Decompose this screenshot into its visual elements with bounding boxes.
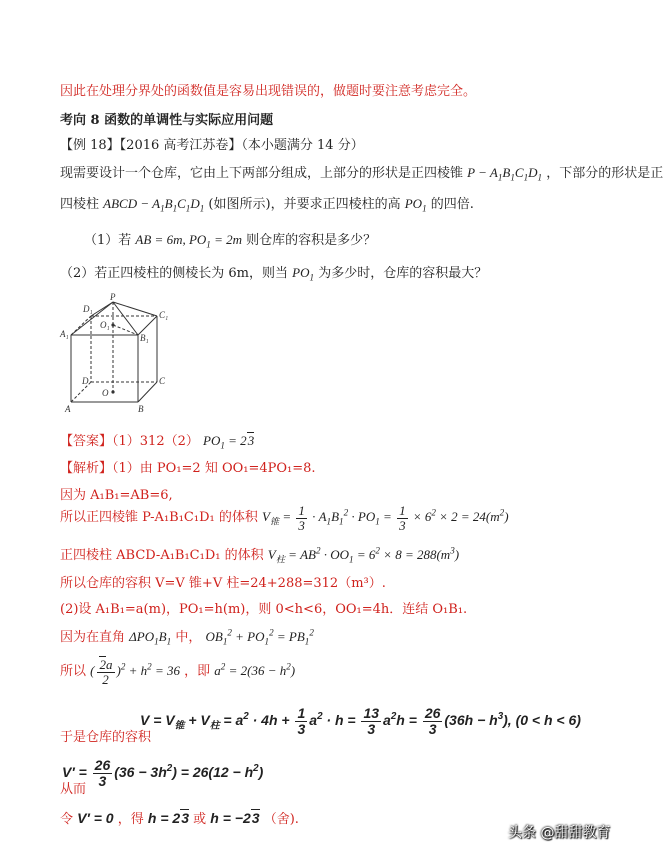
label-d: D (82, 376, 89, 386)
pythagoras-formula: $OB_1^2 + PO_1^2 = PB_1^2$ (205, 627, 314, 647)
analysis-line-7 (60, 626, 314, 647)
po1-symbol: $PO_1$ (404, 196, 427, 214)
question-1 (84, 229, 376, 250)
root-positive: h = 23 (147, 810, 189, 826)
label-d1: D₁ (83, 304, 93, 314)
analysis-line-11-mid1: ，得 (117, 812, 144, 827)
problem-line-1-text: 现需要设计一个仓库，它由上下两部分组成，上部分的形状是正四棱锥 (60, 166, 464, 181)
question-1-end: 则仓库的容积是多少？ (246, 233, 377, 248)
section-heading: 考向 8 函数的单调性与实际应用问题 (60, 113, 274, 128)
derivative-zero: V′ = 0 (77, 810, 114, 826)
analysis-line-2: 因为 A₁B₁=AB=6, (60, 488, 173, 503)
equation-a-h: ( $\frac{2a}{2}$ )$^2 + h^2 = 36$ (90, 657, 180, 687)
volume-function-formula: $V = V_锥 + V_柱 = a^2 \cdot 4h$ + $\frac{1}{3}$ $a^2 \cdot h$ = $\frac{13}{3}$ $a^2h$ = $\frac{26}{3}$ $(36h - h^3)$, (0 < h < 6) (140, 705, 581, 737)
label-a: A (65, 404, 71, 414)
triangle-symbol: $\Delta PO_1B_1$ (129, 629, 172, 647)
problem-line-2-mid: (如图所示)，并要求正四棱柱的高 (208, 197, 401, 212)
prism-symbol: ABCD − $A_1B_1C_1D_1$ (103, 196, 205, 214)
label-c1: C₁ (159, 310, 169, 320)
note-line: 因此在处理分界处的函数值是容易出现错误的，做题时要注意考虑完全。 (60, 84, 477, 99)
answer-tag: 【答案】 (60, 434, 113, 449)
analysis-tag: 【解析】 (60, 461, 113, 476)
analysis-line-11-pre: 令 (60, 812, 74, 827)
analysis-line-9: 于是仓库的容积 (60, 730, 152, 745)
label-o1: O₁ (100, 320, 110, 330)
label-o: O (102, 388, 109, 398)
answer-line (60, 430, 254, 451)
analysis-line-1-text: （1）由 PO₁=2 知 OO₁=4PO₁=8. (112, 461, 316, 476)
analysis-line-11-end: （舍). (263, 812, 299, 827)
analysis-line-4 (60, 544, 459, 566)
label-p: P (110, 292, 116, 302)
answer-expression: $PO_1 = 23$ (203, 433, 255, 451)
analysis-line-3 (60, 504, 509, 532)
question-1-text: （1）若 (84, 233, 132, 248)
pyramid-volume-formula: $V_锥$ = $\frac{1}{3}$ · $A_1B_1^2 \cdot PO_1$ = $\frac{1}{3}$ × $6^2 \times 2 = 24(m^2)$ (262, 503, 509, 533)
problem-line-2-text: 四棱柱 (60, 197, 100, 212)
analysis-line-4-text: 正四棱柱 ABCD-A₁B₁C₁D₁ 的体积 (60, 548, 264, 563)
analysis-line-6: (2)设 A₁B₁=a(m)，PO₁=h(m)，则 0<h<6，OO₁=4h．连结 O₁B₁. (60, 602, 468, 617)
example-header: 【例 18】【2016 高考江苏卷】（本小题满分 14 分） (60, 138, 364, 153)
label-a1: A₁ (60, 329, 69, 339)
analysis-line-3-text: 所以正四棱锥 P-A₁B₁C₁D₁ 的体积 (60, 510, 258, 526)
warehouse-figure (58, 292, 178, 422)
problem-line-2 (60, 193, 474, 214)
analysis-line-8-text: 所以 (60, 664, 87, 680)
root-negative: h = −23 (210, 810, 260, 826)
problem-line-2-end: 的四倍. (430, 197, 474, 212)
label-b1: B₁ (140, 333, 149, 343)
analysis-line-7-mid: 中， (175, 630, 202, 645)
question-2-end: 为多少时，仓库的容积最大？ (318, 266, 488, 281)
pyramid-symbol: $P - A_1B_1C_1D_1$ (467, 165, 543, 183)
label-c: C (159, 376, 166, 386)
equation-a-squared: $a^2 = 2(36 - h^2)$ (214, 661, 296, 679)
analysis-line-10: 从而 (60, 782, 87, 797)
label-b: B (138, 404, 144, 414)
analysis-line-11 (60, 808, 299, 827)
analysis-line-11-mid2: 或 (193, 812, 207, 827)
question-1-condition: AB = 6m, $PO_1 = 2m$ (135, 232, 243, 250)
answer-text: （1）312（2） (112, 434, 199, 449)
analysis-line-7-text: 因为在直角 (60, 630, 126, 645)
analysis-line-5: 所以仓库的容积 V=V 锥+V 柱=24+288=312（m³）. (60, 576, 386, 591)
question-2-symbol: $PO_1$ (292, 265, 315, 283)
analysis-line-8-mid: ，即 (184, 664, 211, 680)
watermark: 头条 @甜甜教育 (508, 825, 611, 841)
problem-line-1 (60, 162, 663, 183)
prism-volume-formula: $V_柱 = AB^2 \cdot OO_1 = 6^2 \times 8 = 288(m^3)$ (267, 545, 460, 565)
analysis-line-1 (60, 457, 316, 476)
analysis-line-8 (60, 658, 295, 686)
question-2 (60, 262, 487, 283)
problem-line-1-end: ，下部分的形状是正 (546, 166, 663, 181)
question-2-text: （2）若正四棱柱的侧棱长为 6m，则当 (60, 266, 289, 281)
derivative-formula: V′ = $\frac{26}{3}$ $(36 - 3h^2) = 26(12 - h^2)$ (62, 757, 264, 789)
